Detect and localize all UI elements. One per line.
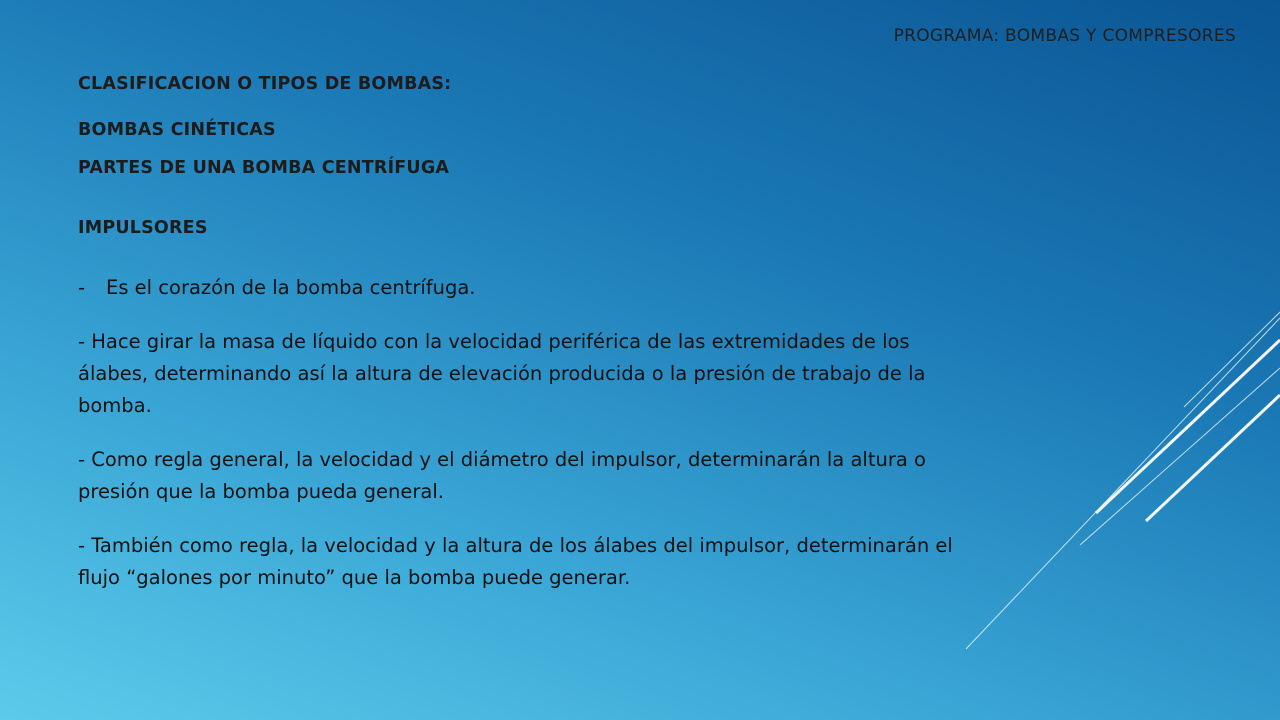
classification-heading: CLASIFICACION O TIPOS DE BOMBAS: (78, 74, 452, 94)
program-title: PROGRAMA: BOMBAS Y COMPRESORES (893, 26, 1236, 46)
decorative-line (1184, 312, 1280, 407)
list-item: - Hace girar la masa de líquido con la velocidad periférica de las extremidades de los álabes, determinando así la altura de elevación producida o la presión de trabajo de la bomba. (78, 330, 926, 417)
list-item: - También como regla, la velocidad y la altura de los álabes del impulsor, determinarán el flujo “galones por minuto” que la bomba puede generar. (78, 534, 953, 589)
decorative-line (966, 318, 1280, 649)
bullet-dash: - (78, 276, 86, 299)
decorative-line (1146, 395, 1280, 521)
impellers-heading: IMPULSORES (78, 218, 208, 238)
kinetic-pumps-heading: BOMBAS CINÉTICAS (78, 120, 276, 140)
list-item: - Como regla general, la velocidad y el diámetro del impulsor, determinarán la altura o presión que la bomba pueda general. (78, 448, 926, 503)
centrifugal-pump-parts-heading: PARTES DE UNA BOMBA CENTRÍFUGA (78, 158, 450, 178)
decorative-line (1080, 368, 1280, 545)
decorative-line (1096, 340, 1280, 513)
list-item-text: Es el corazón de la bomba centrífuga. (106, 276, 476, 299)
